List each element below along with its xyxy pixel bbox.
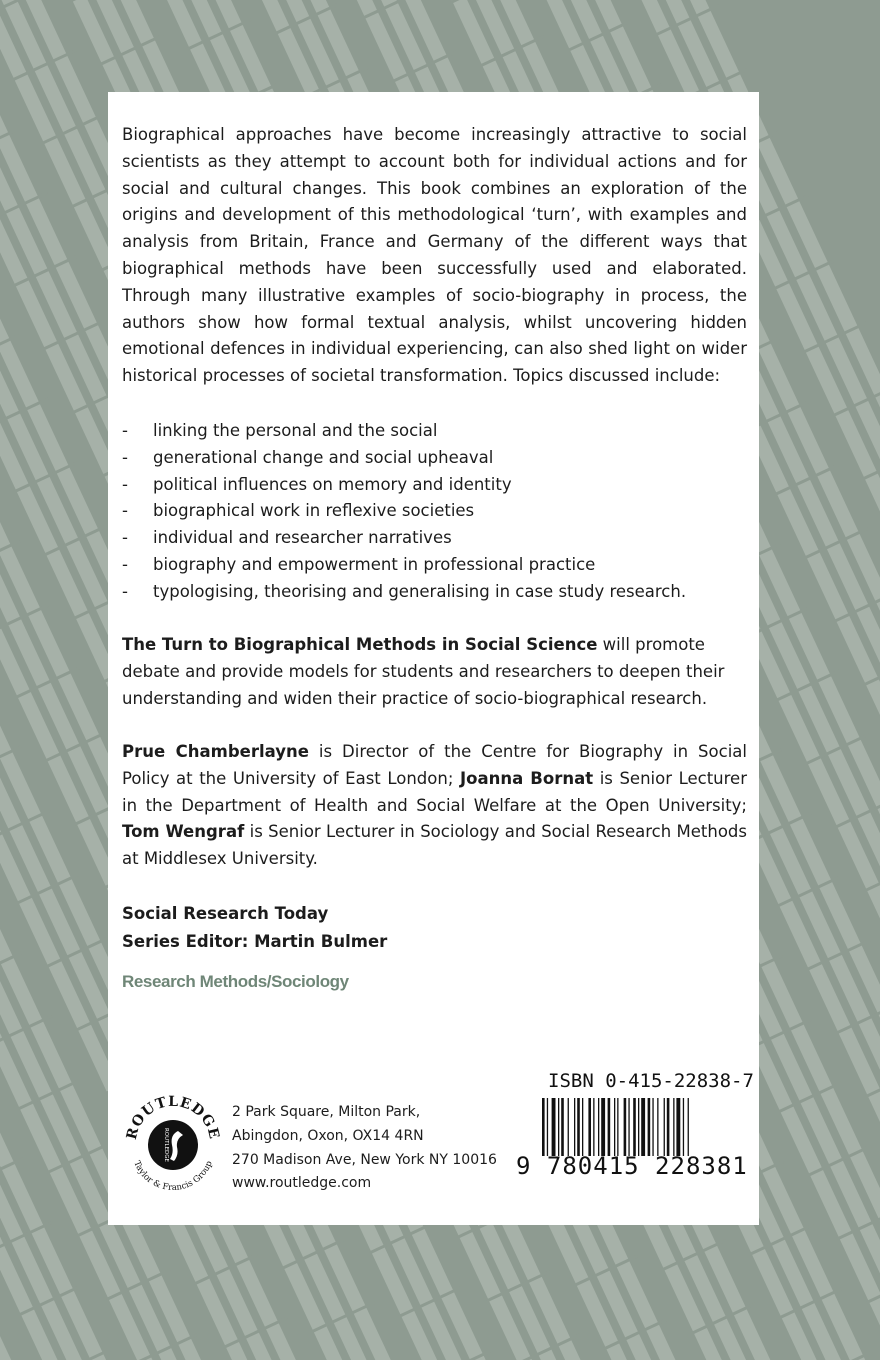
author-bios — [122, 739, 747, 873]
book-description: Biographical approaches have become increasingly attractive to social scientists as they attempt to account both for individual actions and for social and cultural changes. This book combines an exploration of the origins and development of this methodological ‘turn’, with examples and analysis from Britain, France and Germany of the different ways that biographical methods have been successfully used and elaborated. Through many illustrative examples of socio-biography in process, the authors show how formal textual analysis, whilst uncovering hidden emotional defences in individual experiencing, can also shed light on wider historical processes of societal transformation. Topics discussed include: — [122, 125, 747, 386]
series-editor: Series Editor: Martin Bulmer — [122, 932, 388, 951]
address-line: 2 Park Square, Milton Park, — [232, 1104, 421, 1120]
address-line: Abingdon, Oxon, OX14 4RN — [232, 1127, 424, 1144]
barcode-icon — [542, 1098, 742, 1156]
list-item: - typologising, theorising and generalising in case study research. — [122, 579, 747, 606]
routledge-logo-icon — [118, 1087, 228, 1197]
author-name: Tom Wengraf — [122, 822, 245, 842]
isbn-label: ISBN 0-415-22838-7 — [548, 1070, 754, 1092]
barcode-number: 9 780415 228381 — [516, 1152, 748, 1180]
promo-paragraph — [122, 632, 747, 712]
list-item: - political influences on memory and identity — [122, 472, 747, 499]
list-item: - biographical work in reflexive societies — [122, 498, 747, 525]
series-name: Social Research Today — [122, 904, 329, 923]
list-item: - generational change and social upheaval — [122, 445, 747, 472]
address-line: 270 Madison Ave, New York NY 10016 — [232, 1151, 497, 1168]
author-name: Prue Chamberlayne — [122, 742, 309, 761]
logo-bottom-text: Taylor & Francis Group — [131, 1159, 215, 1194]
book-title: The Turn to Biographical Methods in Social Science — [122, 635, 598, 654]
promo-text: will promote debate and provide models for students and researchers to deepen their understanding and widen their practice of socio-biographical research. — [122, 635, 725, 708]
topics-list — [122, 418, 747, 606]
logo-center-text: ROUTLEDGE — [163, 1127, 169, 1163]
author-bio: is Senior Lecturer in the Department of Health and Social Welfare at the Open University; — [122, 768, 747, 815]
series-info — [122, 900, 747, 956]
logo-top-text: ROUTLEDGE — [123, 1093, 223, 1142]
list-item: - individual and researcher narratives — [122, 525, 747, 552]
back-cover-panel — [108, 92, 759, 1225]
list-item: - linking the personal and the social — [122, 418, 747, 445]
address-line: www.routledge.com — [232, 1175, 372, 1192]
author-bio: is Senior Lecturer in Sociology and Social Research Methods at Middlesex University. — [122, 822, 747, 869]
author-name: Joanna Bornat — [459, 768, 594, 788]
subject-category: Research Methods/Sociology — [122, 972, 349, 991]
list-item: - biography and empowerment in professional practice — [122, 552, 747, 579]
author-bio: is Director of the Centre for Biography in Social Policy at the University of East London; — [122, 742, 747, 788]
publisher-address — [232, 1101, 497, 1196]
